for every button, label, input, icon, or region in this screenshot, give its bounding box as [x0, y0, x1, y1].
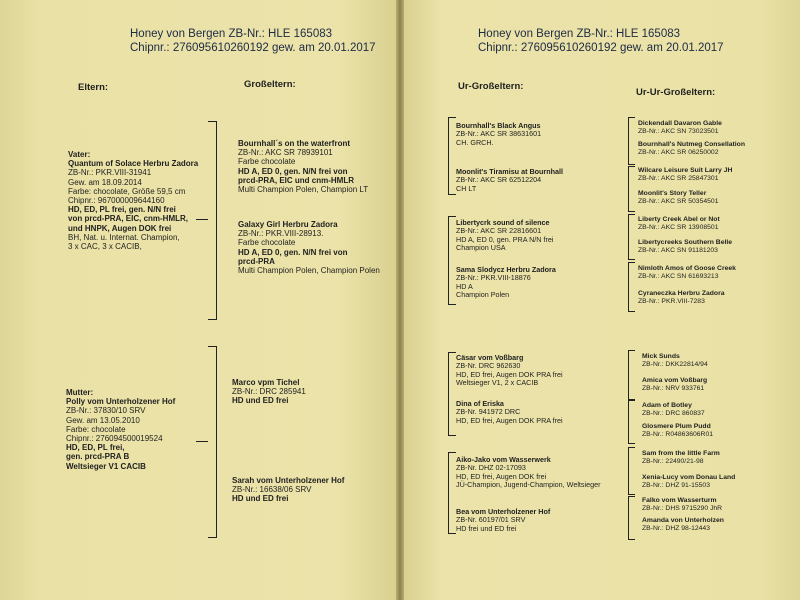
mutter-label: Mutter:	[66, 388, 94, 397]
vater-line: von prcd-PRA, EIC, cnm-HMLR,	[68, 214, 189, 224]
ur-grosseltern-4	[456, 266, 556, 299]
bracket-urur	[628, 447, 635, 495]
mutter-line: HD, ED, PL frei,	[66, 443, 125, 453]
ur-ur-15	[642, 497, 722, 513]
dog-name: Mick Sunds	[642, 353, 680, 360]
dog-name: Wilcare Leisure Suit Larry JH	[638, 167, 733, 174]
dog-line: ZB-Nr.: 16638/06 SRV	[232, 485, 312, 495]
dog-line: ZB-Nr.: AKC SR 78939101	[238, 148, 333, 158]
dog-line: ZB-Nr.: PKR.VIII-7283	[638, 297, 705, 305]
bracket-ur-4	[448, 452, 456, 534]
bracket-urur	[628, 350, 635, 400]
dog-line: HD frei und ED frei	[456, 523, 517, 533]
ur-ur-2	[638, 141, 745, 157]
heading-ur-ur-grosseltern: Ur-Ur-Großeltern:	[636, 87, 716, 98]
dog-line: ZB-Nr. 941972 DRC	[456, 407, 521, 417]
bracket-urur	[628, 262, 635, 312]
dog-line: JÜ-Champion, Jugend-Champion, Weltsieger	[456, 479, 601, 489]
mutter-line: ZB-Nr.: 37830/10 SRV	[66, 406, 146, 416]
dog-line: HD, ED frei, Augen DOK PRA frei	[456, 369, 563, 379]
dog-line: HD, ED frei, Augen DOK frei	[456, 471, 547, 481]
dog-line: ZB-Nr.: AKC SR 06250002	[638, 148, 719, 156]
header-chip-right: Chipnr.: 276095610260192 gew. am 20.01.2017	[478, 42, 724, 54]
dog-name: Cyraneczka Herbru Zadora	[638, 290, 725, 297]
ur-ur-4	[638, 190, 718, 206]
vater-line: BH, Nat. u. Internat. Champion,	[68, 232, 180, 242]
heading-eltern: Eltern:	[78, 82, 109, 93]
ur-ur-8	[638, 290, 725, 306]
grosseltern-2	[238, 220, 380, 275]
dog-name: Amica vom Voßbarg	[642, 377, 708, 384]
ur-ur-16	[642, 517, 724, 533]
vater-line: HD, ED, PL frei, gen. N/N frei	[68, 205, 176, 215]
vater-block	[68, 150, 198, 251]
dog-line: Farbe chocolate	[238, 157, 296, 167]
ur-grosseltern-6	[456, 400, 563, 425]
dog-name: Moonlit's Tiramisu at Bournhall	[456, 167, 564, 176]
dog-line: ZB-Nr.: NRV 933761	[642, 384, 705, 392]
bracket-urur	[628, 166, 635, 212]
mutter-line: gen. prcd-PRA B	[66, 452, 130, 462]
mutter-line: Weltsieger V1 CACIB	[66, 461, 146, 471]
left-page	[0, 0, 398, 600]
dog-name: Amanda von Unterholzen	[642, 517, 724, 524]
grosseltern-3	[232, 378, 306, 406]
dog-name: Libertycreeks Southern Belle	[638, 239, 733, 246]
ur-grosseltern-8	[456, 508, 550, 533]
dog-line: HD und ED frei	[232, 396, 289, 406]
mutter-name: Polly vom Unterholzener Hof	[66, 397, 176, 407]
vater-line: 3 x CAC, 3 x CACIB,	[68, 241, 142, 251]
dog-line: Farbe chocolate	[238, 238, 296, 248]
mutter-line: Gew. am 13.05.2010	[66, 415, 140, 425]
dog-name: Xenia-Lucy vom Donau Land	[642, 474, 736, 481]
ur-grosseltern-7	[456, 456, 600, 489]
dog-name: Glosmere Plum Pudd	[642, 423, 711, 430]
dog-name: Sarah vom Unterholzener Hof	[232, 476, 345, 485]
dog-line: Multi Champion Polen, Champion LT	[238, 184, 369, 194]
dog-name: Bournhall's Black Angus	[456, 121, 541, 130]
ur-ur-1	[638, 120, 722, 136]
dog-line: HD A	[456, 281, 473, 291]
bracket-vater	[208, 121, 217, 320]
ur-ur-5	[638, 216, 720, 232]
vater-line: ZB-Nr.: PKR.VIII-31941	[68, 168, 152, 178]
dog-line: ZB-Nr.: R04863606R01	[642, 430, 714, 438]
dog-line: ZB-Nr.: DHZ 98-12443	[642, 524, 710, 532]
ur-ur-7	[638, 265, 736, 281]
dog-line: ZB-Nr.: PKR.VIII-28913.	[238, 229, 324, 239]
ur-grosseltern-1	[456, 122, 541, 147]
dog-line: ZB-Nr.: DHZ 91-15503	[642, 481, 710, 489]
dog-name: Galaxy Girl Herbru Zadora	[238, 220, 338, 229]
dog-line: ZB-Nr.: AKC SN 61693213	[638, 272, 719, 280]
dog-line: Champion USA	[456, 242, 506, 252]
dog-line: ZB-Nr.: AKC SR 50354501	[638, 197, 719, 205]
dog-line: ZB-Nr. 60197/01 SRV	[456, 515, 526, 525]
dog-name: Dina of Eriska	[456, 399, 504, 408]
book-spine	[396, 0, 404, 600]
header-chip-left: Chipnr.: 276095610260192 gew. am 20.01.2017	[130, 42, 376, 54]
dog-name: Sam from the little Farm	[642, 450, 720, 457]
dog-line: ZB-Nr.: DHS 9715290 JhR	[642, 504, 723, 512]
ur-ur-6	[638, 239, 732, 255]
header-name-left: Honey von Bergen ZB-Nr.: HLE 165083	[130, 28, 333, 40]
bracket-urur	[628, 496, 635, 540]
bracket-tick	[196, 219, 208, 220]
mutter-block	[66, 388, 175, 471]
dog-name: Nimloth Amos of Goose Creek	[638, 265, 736, 272]
dog-line: ZB-Nr.: PKR.VIII-18876	[456, 273, 531, 283]
dog-name: Moonlit's Story Teller	[638, 190, 707, 197]
mutter-line: Chipnr.: 276094500019524	[66, 433, 163, 443]
dog-name: Falko vom Wasserturm	[642, 497, 717, 504]
dog-name: Aiko-Jako vom Wasserwerk	[456, 455, 551, 464]
dog-line: CH LT	[456, 183, 477, 193]
dog-line: ZB-Nr.: DRC 860837	[642, 409, 705, 417]
vater-name: Quantum of Solace Herbru Zadora	[68, 159, 199, 169]
dog-name: Libertycrk sound of silence	[456, 218, 550, 227]
dog-line: ZB-Nr.: AKC SR 38631601	[456, 129, 542, 139]
dog-name: Bournhall´s on the waterfront	[238, 139, 350, 148]
ur-ur-14	[642, 474, 735, 490]
bracket-ur-1	[448, 117, 456, 195]
dog-name: Cäsar vom Voßbarg	[456, 353, 524, 362]
heading-grosseltern: Großeltern:	[244, 79, 296, 90]
dog-name: Dickendall Davaron Gable	[638, 120, 722, 127]
dog-line: ZB-Nr.: AKC SR 25847301	[638, 174, 719, 182]
dog-line: HD und ED frei	[232, 494, 289, 504]
ur-ur-11	[642, 402, 705, 418]
dog-line: ZB-Nr.: DRC 285941	[232, 387, 306, 397]
vater-line: und HNPK, Augen DOK frei	[68, 223, 172, 233]
ur-ur-12	[642, 423, 713, 439]
vater-line: Gew. am 18.09.2014	[68, 177, 142, 187]
vater-line: Farbe: chocolate, Größe 59,5 cm	[68, 186, 186, 196]
dog-line: ZB-Nr.: AKC SN 91181203	[638, 246, 718, 254]
dog-line: prcd-PRA	[238, 256, 275, 266]
dog-line: HD A, ED 0, gen. N/N frei von	[238, 166, 348, 176]
dog-line: ZB-Nr.: 22490/21-98	[642, 457, 704, 465]
dog-line: ZB-Nr.: AKC SR 22816601	[456, 226, 542, 236]
ur-ur-10	[642, 377, 707, 393]
ur-grosseltern-3	[456, 219, 553, 252]
dog-line: prcd-PRA, EIC und cnm-HMLR	[238, 175, 354, 185]
bracket-urur	[628, 400, 635, 444]
dog-name: Adam of Botley	[642, 402, 692, 409]
ur-ur-13	[642, 450, 720, 466]
dog-line: ZB-Nr.: AKC SR 13908501	[638, 223, 719, 231]
heading-ur-grosseltern: Ur-Großeltern:	[458, 81, 524, 92]
dog-name: Marco vpm Tichel	[232, 378, 300, 387]
dog-line: ZB-Nr.: AKC SN 73023501	[638, 127, 719, 135]
dog-line: Multi Champion Polen, Champion Polen	[238, 265, 380, 275]
dog-name: Sama Slodycz Herbru Zadora	[456, 265, 556, 274]
dog-line: Champion Polen	[456, 289, 510, 299]
bracket-urur	[628, 117, 635, 165]
ur-grosseltern-5	[456, 354, 563, 387]
dog-line: HD A, ED 0, gen. PRA N/N frei	[456, 234, 554, 244]
header-name-right: Honey von Bergen ZB-Nr.: HLE 165083	[478, 28, 681, 40]
dog-line: ZB-Nr. DRC 962630	[456, 361, 521, 371]
dog-name: Liberty Creek Abel or Not	[638, 216, 720, 223]
grosseltern-4	[232, 476, 344, 504]
ur-grosseltern-2	[456, 168, 563, 193]
dog-name: Bea vom Unterholzener Hof	[456, 507, 551, 516]
vater-line: Chipnr.: 967000009644160	[68, 195, 165, 205]
bracket-ur-2	[448, 216, 456, 305]
dog-line: ZB-Nr.: AKC SR 62512204	[456, 175, 542, 185]
grosseltern-1	[238, 139, 368, 194]
bracket-tick	[196, 441, 208, 442]
mutter-line: Farbe: chocolate	[66, 424, 126, 434]
dog-line: ZB-Nr.: DKK22814/94	[642, 360, 708, 368]
bracket-mutter	[208, 346, 217, 538]
dog-name: Bournhall's Nutmeg Consellation	[638, 141, 745, 148]
ur-ur-3	[638, 167, 732, 183]
dog-line: CH. GRCH.	[456, 137, 494, 147]
bracket-ur-3	[448, 352, 456, 436]
dog-line: HD, ED frei, Augen DOK PRA frei	[456, 415, 563, 425]
vater-label: Vater:	[68, 150, 91, 159]
dog-line: ZB-Nr. DHZ 02-17093	[456, 463, 526, 473]
ur-ur-9	[642, 353, 708, 369]
bracket-urur	[628, 214, 635, 260]
dog-line: Weltsieger V1, 2 x CACIB	[456, 377, 539, 387]
dog-line: HD A, ED 0, gen. N/N frei von	[238, 247, 348, 257]
